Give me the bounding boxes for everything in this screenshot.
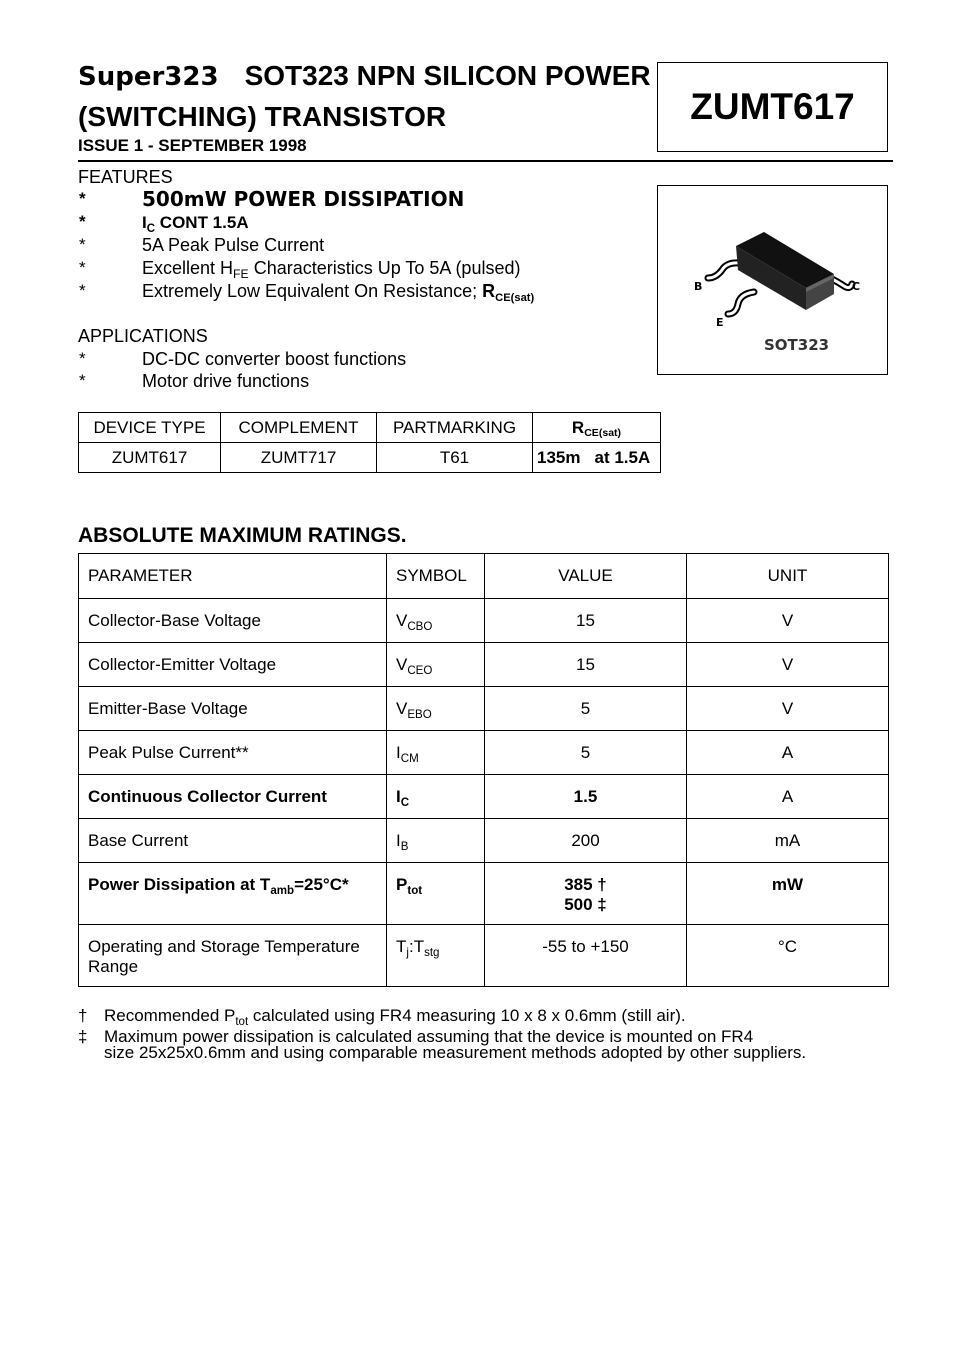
unit-cell: mA [687,819,889,863]
unit-cell: A [687,731,889,775]
value-cell: -55 to +150 [485,925,687,987]
pin-c-label: C [852,280,861,293]
footnote-1: Recommended $P_{tot}$ calculated using FR4 measuring 10 x 8 x 0.6mm (still air). [104,1006,686,1029]
param-cell: Collector-Emitter Voltage [79,643,387,687]
value-cell: 15 [485,643,687,687]
param-cell: Base Current [79,819,387,863]
bullet: * [79,258,86,277]
table-row [79,443,661,473]
header-divider [78,160,893,162]
symbol-cell: $V_{CEO}$ [387,643,485,687]
param-cell: Power Dissipation at $T_{amb}=25^\circ C*$ [79,863,387,925]
feature-item: $I_C$ CONT 1.5A [142,213,249,236]
param-cell: Emitter-Base Voltage [79,687,387,731]
brand-name: Super323 [78,62,219,92]
param-cell: Peak Pulse Current** [79,731,387,775]
table-row [79,643,889,687]
ratings-table [78,553,889,987]
bullet: * [79,212,86,231]
application-item: DC-DC converter boost functions [142,349,407,369]
unit-cell: V [687,643,889,687]
features-heading: FEATURES [78,167,173,187]
unit-cell: V [687,599,889,643]
table-row [79,863,889,925]
bullet: * [79,189,86,208]
symbol-cell: $I_{CM}$ [387,731,485,775]
unit-cell: mW [687,863,889,925]
table-row [79,925,889,987]
symbol-cell: $I_B$ [387,819,485,863]
package-label: SOT323 [764,336,830,354]
feature-item: Excellent $H_{FE}$ Characteristics Up To 5A (pulsed) [142,258,521,282]
cell-complement: ZUMT717 [221,443,377,473]
param-cell: Collector-Base Voltage [79,599,387,643]
applications-heading: APPLICATIONS [78,326,208,346]
value-cell: 385 † 500 ‡ [485,863,687,925]
unit-cell: V [687,687,889,731]
table-row [79,599,889,643]
table-row [79,775,889,819]
pin-e-label: E [716,316,724,329]
bullet: * [79,281,86,300]
footnote-ddagger-symbol: ‡ [78,1027,88,1046]
footnote-dagger-symbol: † [78,1006,88,1025]
header-partmarking: PARTMARKING [377,413,533,443]
application-item: Motor drive functions [142,371,310,391]
feature-item: 5A Peak Pulse Current [142,235,325,255]
symbol-cell: $V_{EBO}$ [387,687,485,731]
param-cell: Continuous Collector Current [79,775,387,819]
page-title [78,60,651,92]
package-image [657,185,888,375]
title-line-2: (SWITCHING) TRANSISTOR [78,101,447,132]
header-rce-sat: $R_{CE(sat)}$ [533,413,661,443]
symbol-cell: $T_j:T_{stg}$ [387,925,485,987]
param-cell: Operating and Storage Temperature Range [79,925,387,987]
device-summary-table [78,412,661,473]
symbol-cell: $P_{tot}$ [387,863,485,925]
sot323-package-icon [658,186,887,374]
pin-b-label: B [694,280,703,293]
unit-cell: °C [687,925,889,987]
bullet: * [79,349,86,368]
value-cell: 1.5 [485,775,687,819]
ratings-title: ABSOLUTE MAXIMUM RATINGS. [78,524,407,547]
value-cell: 200 [485,819,687,863]
header-unit: UNIT [687,554,889,599]
cell-rce-sat: 135m at 1.5A [533,443,661,473]
issue-date: ISSUE 1 - SEPTEMBER 1998 [78,136,307,155]
cell-device: ZUMT617 [79,443,221,473]
part-number: ZUMT617 [690,86,855,127]
part-number-box [657,62,888,152]
symbol-cell: $I_C$ [387,775,485,819]
header-parameter: PARAMETER [79,554,387,599]
feature-item: 500mW POWER DISSIPATION [142,187,465,211]
footnote-2-line-1: Maximum power dissipation is calculated assuming that the device is mounted on FR4 [104,1027,754,1046]
unit-cell: A [687,775,889,819]
value-cell: 5 [485,687,687,731]
symbol-cell: $V_{CBO}$ [387,599,485,643]
header-complement: COMPLEMENT [221,413,377,443]
table-header-row [79,413,661,443]
table-row [79,819,889,863]
table-header-row [79,554,889,599]
table-row [79,731,889,775]
value-cell: 15 [485,599,687,643]
table-row [79,687,889,731]
feature-item: Extremely Low Equivalent On Resistance; $R_{CE(sat)}$ [142,281,535,304]
title-line-1: SOT323 NPN SILICON POWER [244,60,651,91]
footnote-2-line-2: size 25x25x0.6mm and using comparable measurement methods adopted by other suppliers. [104,1043,807,1062]
header-value: VALUE [485,554,687,599]
value-cell: 5 [485,731,687,775]
bullet: * [79,371,86,390]
bullet: * [79,235,86,254]
header-symbol: SYMBOL [387,554,485,599]
cell-partmarking: T61 [377,443,533,473]
header-device-type: DEVICE TYPE [79,413,221,443]
